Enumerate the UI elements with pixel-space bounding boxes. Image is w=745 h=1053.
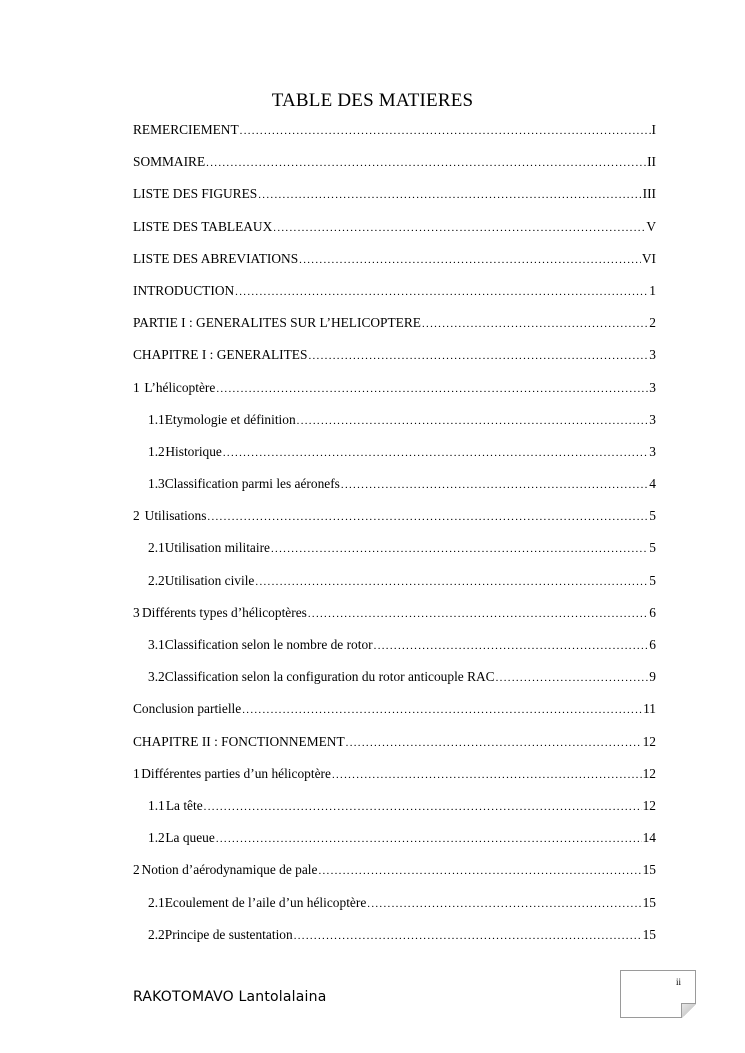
toc-entry[interactable] (133, 246, 656, 278)
toc-entry[interactable] (133, 568, 656, 600)
footer-author: RAKOTOMAVO Lantolalaina (133, 989, 327, 1005)
toc-entry-label: Historique (165, 443, 222, 459)
toc-entry[interactable] (133, 310, 656, 342)
toc-entry-page: 3 (649, 347, 656, 363)
toc-entry-number: 1.2 (148, 443, 165, 459)
toc-entry-label: L’hélicoptère (144, 379, 216, 395)
toc-dot-leader (204, 794, 642, 820)
toc-entry-page: 6 (649, 637, 656, 652)
toc-dot-leader (294, 923, 642, 949)
toc-dot-leader (216, 376, 648, 402)
table-of-contents (133, 117, 656, 954)
toc-entry-label: Utilisation militaire (164, 540, 270, 556)
toc-dot-leader (318, 858, 641, 884)
toc-entry-label: La queue (165, 830, 215, 846)
toc-entry-page: 15 (642, 862, 656, 878)
toc-entry-page: 5 (649, 572, 656, 588)
toc-entry-number: 2.2 (148, 926, 165, 942)
toc-entry-number: 1.2 (148, 830, 165, 846)
toc-dot-leader (308, 343, 648, 369)
toc-entry-number: 2 (133, 862, 140, 878)
toc-dot-leader (235, 279, 648, 305)
toc-entry[interactable] (133, 375, 656, 407)
toc-dot-leader (341, 472, 648, 498)
toc-entry-label: CHAPITRE I : GENERALITES (133, 347, 308, 363)
toc-entry-page: 14 (642, 830, 656, 846)
toc-entry-number: 2.1 (148, 540, 165, 556)
toc-dot-leader (207, 504, 648, 530)
toc-entry-number: 2.2 (148, 572, 165, 588)
toc-entry-label: Etymologie et définition (164, 411, 296, 427)
toc-entry-page: 5 (649, 540, 656, 556)
toc-entry-number: 1.3 (148, 476, 165, 492)
toc-dot-leader (374, 633, 649, 659)
toc-dot-leader (240, 118, 651, 144)
toc-entry-label: Utilisation civile (164, 572, 255, 588)
toc-dot-leader (496, 665, 649, 691)
page-number: ii (675, 977, 681, 987)
toc-dot-leader (422, 311, 648, 337)
toc-entry-number: 3.1 (148, 637, 165, 652)
toc-entry-page: 4 (649, 476, 656, 492)
toc-dot-leader (367, 891, 641, 917)
toc-entry[interactable] (133, 149, 656, 181)
toc-entry[interactable] (133, 535, 656, 567)
toc-dot-leader (297, 408, 649, 434)
toc-entry[interactable] (133, 664, 656, 696)
toc-dot-leader (271, 536, 648, 562)
toc-entry-page: 11 (643, 701, 656, 717)
toc-entry-label: LISTE DES TABLEAUX (133, 218, 273, 234)
toc-entry-page: III (642, 186, 656, 202)
toc-entry-page: 5 (649, 508, 656, 524)
toc-entry[interactable] (133, 439, 656, 471)
toc-entry-number: 1 (133, 379, 140, 395)
toc-entry-number: 1.1 (148, 411, 165, 427)
toc-entry-label: Classification selon la configuration du rotor anticouple RAC (164, 669, 495, 685)
toc-dot-leader (299, 247, 641, 273)
toc-entry-label: Principe de sustentation (164, 926, 293, 942)
toc-entry-page: 12 (642, 797, 656, 813)
toc-entry-number: 2.1 (148, 894, 165, 910)
toc-entry-label: Ecoulement de l’aile d’un hélicoptère (164, 894, 367, 910)
toc-entry-label: LISTE DES ABREVIATIONS (133, 250, 299, 266)
toc-entry-number: 3 (133, 604, 140, 620)
toc-entry-page: 3 (649, 443, 656, 459)
toc-entry[interactable] (133, 471, 656, 503)
toc-entry[interactable] (133, 214, 656, 246)
toc-entry-label: Différents types d’hélicoptères (142, 604, 307, 620)
toc-entry-page: VI (641, 250, 656, 266)
toc-dot-leader (346, 730, 642, 756)
toc-entry-label: Différentes parties d’un hélicoptère (141, 765, 331, 781)
toc-dot-leader (206, 150, 646, 176)
toc-dot-leader (223, 440, 648, 466)
toc-entry-label: SOMMAIRE (133, 154, 206, 170)
toc-dot-leader (255, 569, 648, 595)
toc-entry[interactable] (133, 825, 656, 857)
toc-entry-page: 6 (649, 604, 656, 620)
page-title: TABLE DES MATIERES (271, 90, 474, 111)
toc-entry-page: 12 (642, 765, 656, 781)
toc-entry-page: 1 (649, 282, 656, 298)
toc-entry-label: La tête (165, 797, 203, 813)
toc-entry[interactable] (133, 117, 656, 149)
toc-entry[interactable] (133, 890, 656, 922)
toc-entry[interactable] (133, 181, 656, 213)
page-number-box (620, 970, 696, 1018)
toc-dot-leader (216, 826, 642, 852)
toc-entry[interactable] (133, 729, 656, 761)
toc-dot-leader (258, 182, 641, 208)
toc-entry-label: PARTIE I : GENERALITES SUR L’HELICOPTERE (133, 315, 421, 331)
toc-dot-leader (242, 697, 642, 723)
toc-entry[interactable] (133, 857, 656, 889)
toc-entry-page: 15 (642, 926, 656, 942)
toc-entry-page: 3 (649, 411, 656, 427)
page-curl-icon (681, 1003, 696, 1018)
toc-entry[interactable] (133, 793, 656, 825)
toc-entry-label: REMERCIEMENT (133, 122, 239, 137)
toc-entry-page: I (651, 122, 656, 137)
toc-entry[interactable] (133, 342, 656, 374)
toc-entry[interactable] (133, 922, 656, 954)
toc-entry-page: V (646, 218, 656, 234)
toc-dot-leader (308, 601, 648, 627)
toc-entry-number: 2 (133, 508, 140, 524)
toc-entry-label: Utilisations (144, 508, 207, 524)
toc-dot-leader (332, 762, 642, 788)
toc-entry[interactable] (133, 761, 656, 793)
toc-entry-page: 3 (649, 379, 656, 395)
toc-entry[interactable] (133, 600, 656, 632)
toc-entry[interactable] (133, 632, 656, 664)
toc-entry-number: 1 (133, 765, 140, 781)
toc-dot-leader (273, 215, 645, 241)
toc-entry-label: CHAPITRE II : FONCTIONNEMENT (133, 733, 345, 749)
toc-entry-page: II (647, 154, 656, 170)
toc-entry-number: 1.1 (148, 797, 165, 813)
toc-entry[interactable] (133, 278, 656, 310)
toc-entry[interactable] (133, 503, 656, 535)
toc-entry-label: Classification parmi les aéronefs (164, 476, 340, 492)
toc-entry-label: Notion d’aérodynamique de pale (141, 862, 318, 878)
toc-entry-page: 12 (642, 733, 656, 749)
toc-entry[interactable] (133, 407, 656, 439)
toc-entry-label: INTRODUCTION (133, 282, 235, 298)
toc-entry-label: LISTE DES FIGURES (133, 186, 258, 202)
toc-entry-label: Conclusion partielle (133, 701, 242, 717)
toc-entry-page: 9 (649, 669, 656, 685)
toc-entry-page: 2 (649, 315, 656, 331)
toc-entry[interactable] (133, 696, 656, 728)
toc-entry-label: Classification selon le nombre de rotor (164, 637, 373, 652)
toc-entry-number: 3.2 (148, 669, 165, 685)
toc-entry-page: 15 (642, 894, 656, 910)
